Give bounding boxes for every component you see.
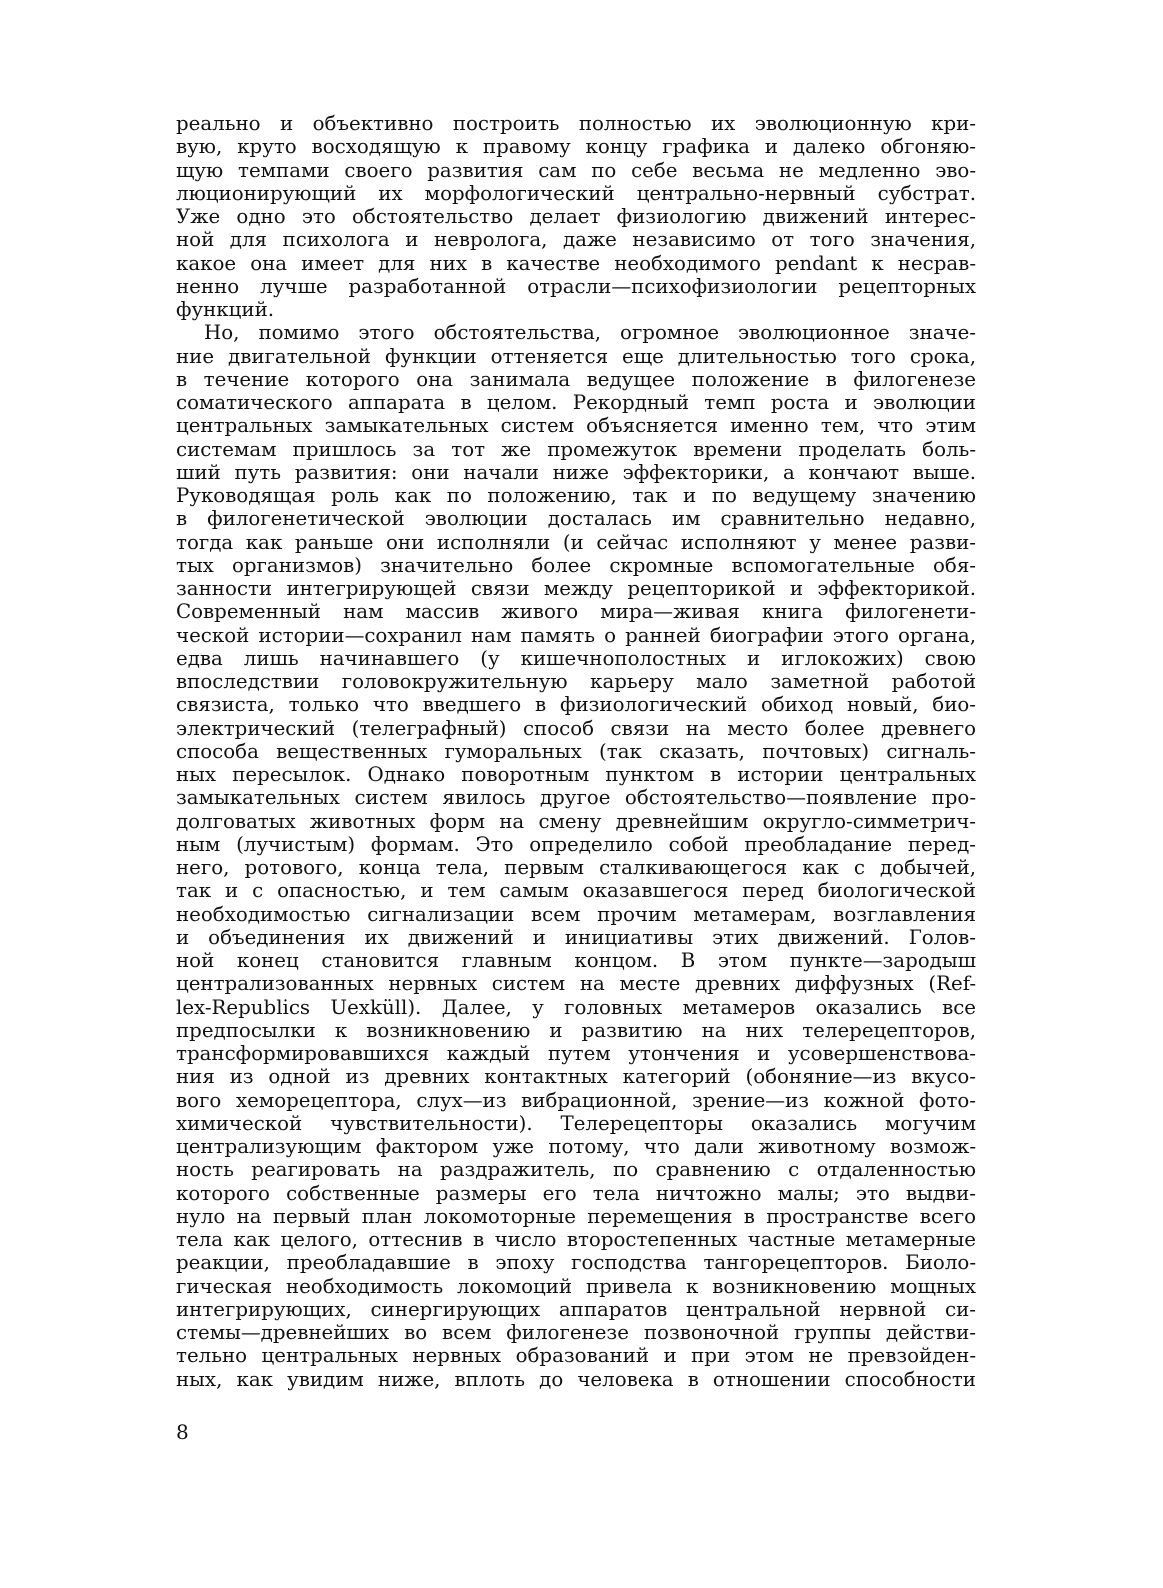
text-line: гическая необходимость локомоций привела к возникновению мощных bbox=[176, 1274, 976, 1298]
text-line: занности интегрирующей связи между рецепторикой и эффекторикой. bbox=[176, 577, 976, 600]
text-line: вого хеморецептора, слух—из вибрационной, зрение—из кожной фото- bbox=[176, 1088, 976, 1112]
body-text bbox=[176, 112, 976, 1391]
text-line: люционирующий их морфологический центрально-нервный субстрат. bbox=[176, 181, 976, 205]
text-line: щую темпами своего развития сам по себе весьма не медленно эво- bbox=[176, 158, 976, 182]
text-line: ных пересылок. Однако поворотным пунктом в истории центральных bbox=[176, 763, 976, 786]
text-line: центральных замыкательных систем объясняется именно тем, что этим bbox=[176, 414, 976, 438]
text-line: функций. bbox=[176, 298, 275, 321]
text-line: ной конец становится главным концом. В этом пункте—зародыш bbox=[176, 949, 976, 972]
text-line: системам пришлось за тот же промежуток времени проделать боль- bbox=[176, 437, 976, 461]
text-line: тельно центральных нервных образований и при этом не превзойден- bbox=[176, 1344, 976, 1368]
text-line: ние двигательной функции оттеняется еще длительностью того срока, bbox=[176, 344, 976, 368]
text-line: Руководящая роль как по положению, так и по ведущему значению bbox=[176, 484, 976, 507]
text-line: тела как целого, оттеснив в число второстепенных частные метамерные bbox=[176, 1228, 976, 1251]
text-line: которого собственные размеры его тела ничтожно малы; это выдви- bbox=[176, 1181, 976, 1205]
text-line: предпосылки к возникновению и развитию на них телерецепторов, bbox=[176, 1018, 976, 1042]
text-line: долговатых животных форм на смену древнейшим округло-симметрич- bbox=[176, 809, 976, 833]
text-line: нуло на первый план локомоторные перемещения в пространстве всего bbox=[176, 1204, 976, 1228]
text-line: ненно лучше разработанной отрасли—психофизиологии рецепторных bbox=[176, 274, 976, 298]
text-line: ния из одной из древних контактных категорий (обоняние—из вкусо- bbox=[176, 1065, 976, 1089]
text-line: вую, круто восходящую к правому концу графика и далеко обгоняю- bbox=[176, 135, 976, 159]
text-line: ческой истории—сохранил нам память о ранней биографии этого органа, bbox=[176, 623, 976, 647]
paragraph-1 bbox=[176, 112, 976, 321]
text-line: замыкательных систем явилось другое обстоятельство—появление про- bbox=[176, 786, 976, 810]
text-line: стемы—древнейших во всем филогенезе позвоночной группы действи- bbox=[176, 1321, 976, 1344]
text-line: в течение которого она занимала ведущее положение в филогенезе bbox=[176, 367, 976, 391]
text-line: тогда как раньше они исполняли (и сейчас исполняют у менее разви- bbox=[176, 530, 976, 554]
text-line: какое она имеет для них в качестве необходимого pendant к несрав- bbox=[176, 251, 976, 275]
text-line: связиста, только что введшего в физиологический обиход новый, био- bbox=[176, 693, 976, 717]
paragraph-2 bbox=[176, 321, 976, 1391]
text-line: него, ротового, конца тела, первым сталкивающегося как с добычей, bbox=[176, 856, 976, 879]
text-line: так и с опасностью, и тем самым оказавшегося перед биологической bbox=[176, 879, 976, 903]
text-line: Уже одно это обстоятельство делает физиологию движений интерес- bbox=[176, 205, 976, 228]
text-line: ной для психолога и невролога, даже независимо от того значения, bbox=[176, 228, 976, 252]
text-line: централизованных нервных систем на месте древних диффузных (Ref- bbox=[176, 972, 976, 996]
text-line: реально и объективно построить полностью их эволюционную кри- bbox=[176, 112, 976, 135]
text-line: интегрирующих, синергирующих аппаратов центральной нервной си- bbox=[176, 1297, 976, 1321]
text-line: химической чувствительности). Телерецепторы оказались могучим bbox=[176, 1111, 976, 1135]
text-line: соматического аппарата в целом. Рекордный темп роста и эволюции bbox=[176, 391, 976, 414]
text-line: ший путь развития: они начали ниже эффекторики, а кончают выше. bbox=[176, 460, 976, 484]
text-line: едва лишь начинавшего (у кишечнополостных и иглокожих) свою bbox=[176, 646, 976, 670]
text-line: реакции, преобладавшие в эпоху господства тангорецепторов. Биоло- bbox=[176, 1251, 976, 1275]
text-line: ных, как увидим ниже, вплоть до человека в отношении способности bbox=[176, 1367, 976, 1391]
text-line: способа вещественных гуморальных (так сказать, почтовых) сигналь- bbox=[176, 739, 976, 763]
page-number: 8 bbox=[176, 1420, 189, 1444]
text-line: в филогенетической эволюции досталась им сравнительно недавно, bbox=[176, 507, 976, 531]
text-line: централизующим фактором уже потому, что дали животному возмож- bbox=[176, 1135, 976, 1158]
text-line: трансформировавшихся каждый путем утончения и усовершенствова- bbox=[176, 1042, 976, 1065]
text-line: lex-Republics Uexküll). Далее, у головных метамеров оказались все bbox=[176, 995, 976, 1019]
text-line: необходимостью сигнализации всем прочим метамерам, возглавления bbox=[176, 902, 976, 926]
text-line: Современный нам массив живого мира—живая книга филогенети- bbox=[176, 600, 976, 624]
text-line: электрический (телеграфный) способ связи на место более древнего bbox=[176, 716, 976, 740]
text-line: Но, помимо этого обстоятельства, огромное эволюционное значе- bbox=[204, 321, 976, 345]
text-line: впоследствии головокружительную карьеру мало заметной работой bbox=[176, 670, 976, 693]
text-line: ность реагировать на раздражитель, по сравнению с отдаленностью bbox=[176, 1158, 976, 1182]
text-line: и объединения их движений и инициативы этих движений. Голов- bbox=[176, 925, 976, 949]
text-line: ным (лучистым) формам. Это определило собой преобладание перед- bbox=[176, 832, 976, 856]
text-line: тых организмов) значительно более скромные вспомогательные обя- bbox=[176, 553, 976, 577]
